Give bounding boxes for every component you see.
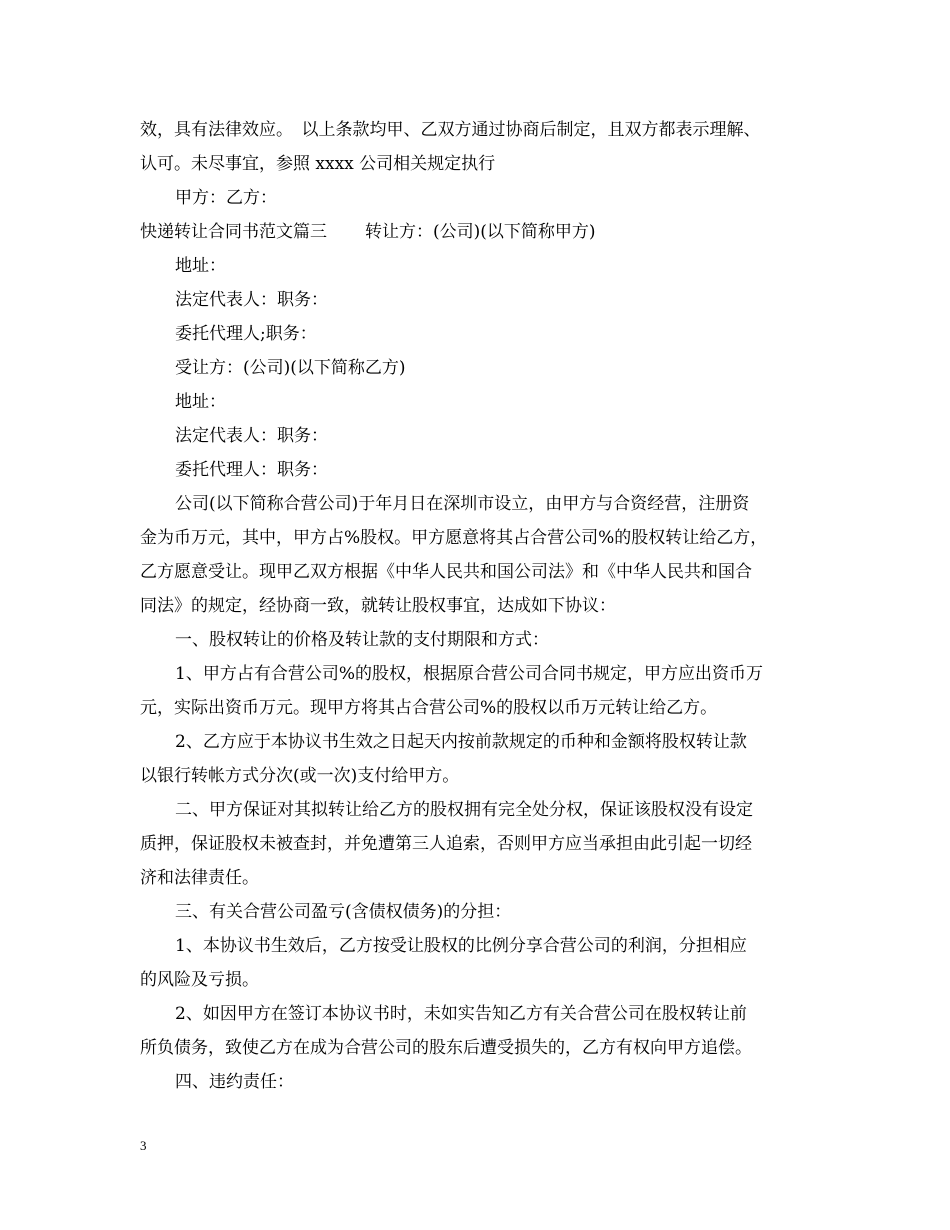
text-line: 以银行转帐方式分次(或一次)支付给甲方。 [140,766,460,786]
text-line: 一、股权转让的价格及转让款的支付期限和方式： [175,630,549,650]
text-line: 1、本协议书生效后，乙方按受让股权的比例分享合营公司的利润，分担相应 [175,936,747,956]
text-line: 2、乙方应于本协议书生效之日起天内按前款规定的币种和金额将股权转让款 [175,732,747,752]
text-line: 二、甲方保证对其拟转让给乙方的股权拥有完全处分权，保证该股权没有设定 [175,800,753,820]
text-line: 所负债务，致使乙方在成为合营公司的股东后遭受损失的，乙方有权向甲方追偿。 [140,1038,752,1058]
transferor-line: 转让方：(公司)(以下简称甲方) [365,222,596,242]
document-body [140,113,830,1099]
text-line: 公司(以下简称合营公司)于年月日在深圳市设立，由甲方与合资经营，注册资 [175,494,750,514]
text-line: 效，具有法律效应。 以上条款均甲、乙双方通过协商后制定，且双方都表示理解、 [140,120,761,140]
text-line: 质押，保证股权未被查封，并免遭第三人追索，否则甲方应当承担由此引起一切经 [140,834,752,854]
signature-line: 甲方：乙方： [175,188,277,208]
text-line: 济和法律责任。 [140,868,259,888]
section-heading-line [140,215,830,249]
text-line: 四、违约责任： [175,1072,294,1092]
text-line: 三、有关合营公司盈亏(含债权债务)的分担： [175,902,512,922]
text-line: 地址： [175,392,226,412]
text-line: 法定代表人：职务： [175,290,328,310]
text-line: 法定代表人：职务： [175,426,328,446]
text-line: 2、如因甲方在签订本协议书时，未如实告知乙方有关合营公司在股权转让前 [175,1004,747,1024]
text-line: 委托代理人：职务： [175,460,328,480]
text-line: 1、甲方占有合营公司%的股权，根据原合营公司合同书规定，甲方应出资币万 [175,664,763,684]
text-line: 金为币万元，其中，甲方占%股权。甲方愿意将其占合营公司%的股权转让给乙方， [140,528,768,548]
text-line: 的风险及亏损。 [140,970,259,990]
text-line: 受让方：(公司)(以下简称乙方) [175,358,406,378]
text-line: 委托代理人;职务： [175,324,317,344]
text-line: 地址： [175,256,226,276]
text-line: 同法》的规定，经协商一致，就转让股权事宜，达成如下协议： [140,596,616,616]
page-number: 3 [140,1138,147,1153]
text-line: 元，实际出资币万元。现甲方将其占合营公司%的股权以币万元转让给乙方。 [140,698,718,718]
article-title: 快递转让合同书范文篇三 [140,222,327,242]
text-line: 乙方愿意受让。现甲乙双方根据《中华人民共和国公司法》和《中华人民共和国合 [140,562,752,582]
text-line: 认可。未尽事宜，参照 xxxx 公司相关规定执行 [140,154,496,174]
